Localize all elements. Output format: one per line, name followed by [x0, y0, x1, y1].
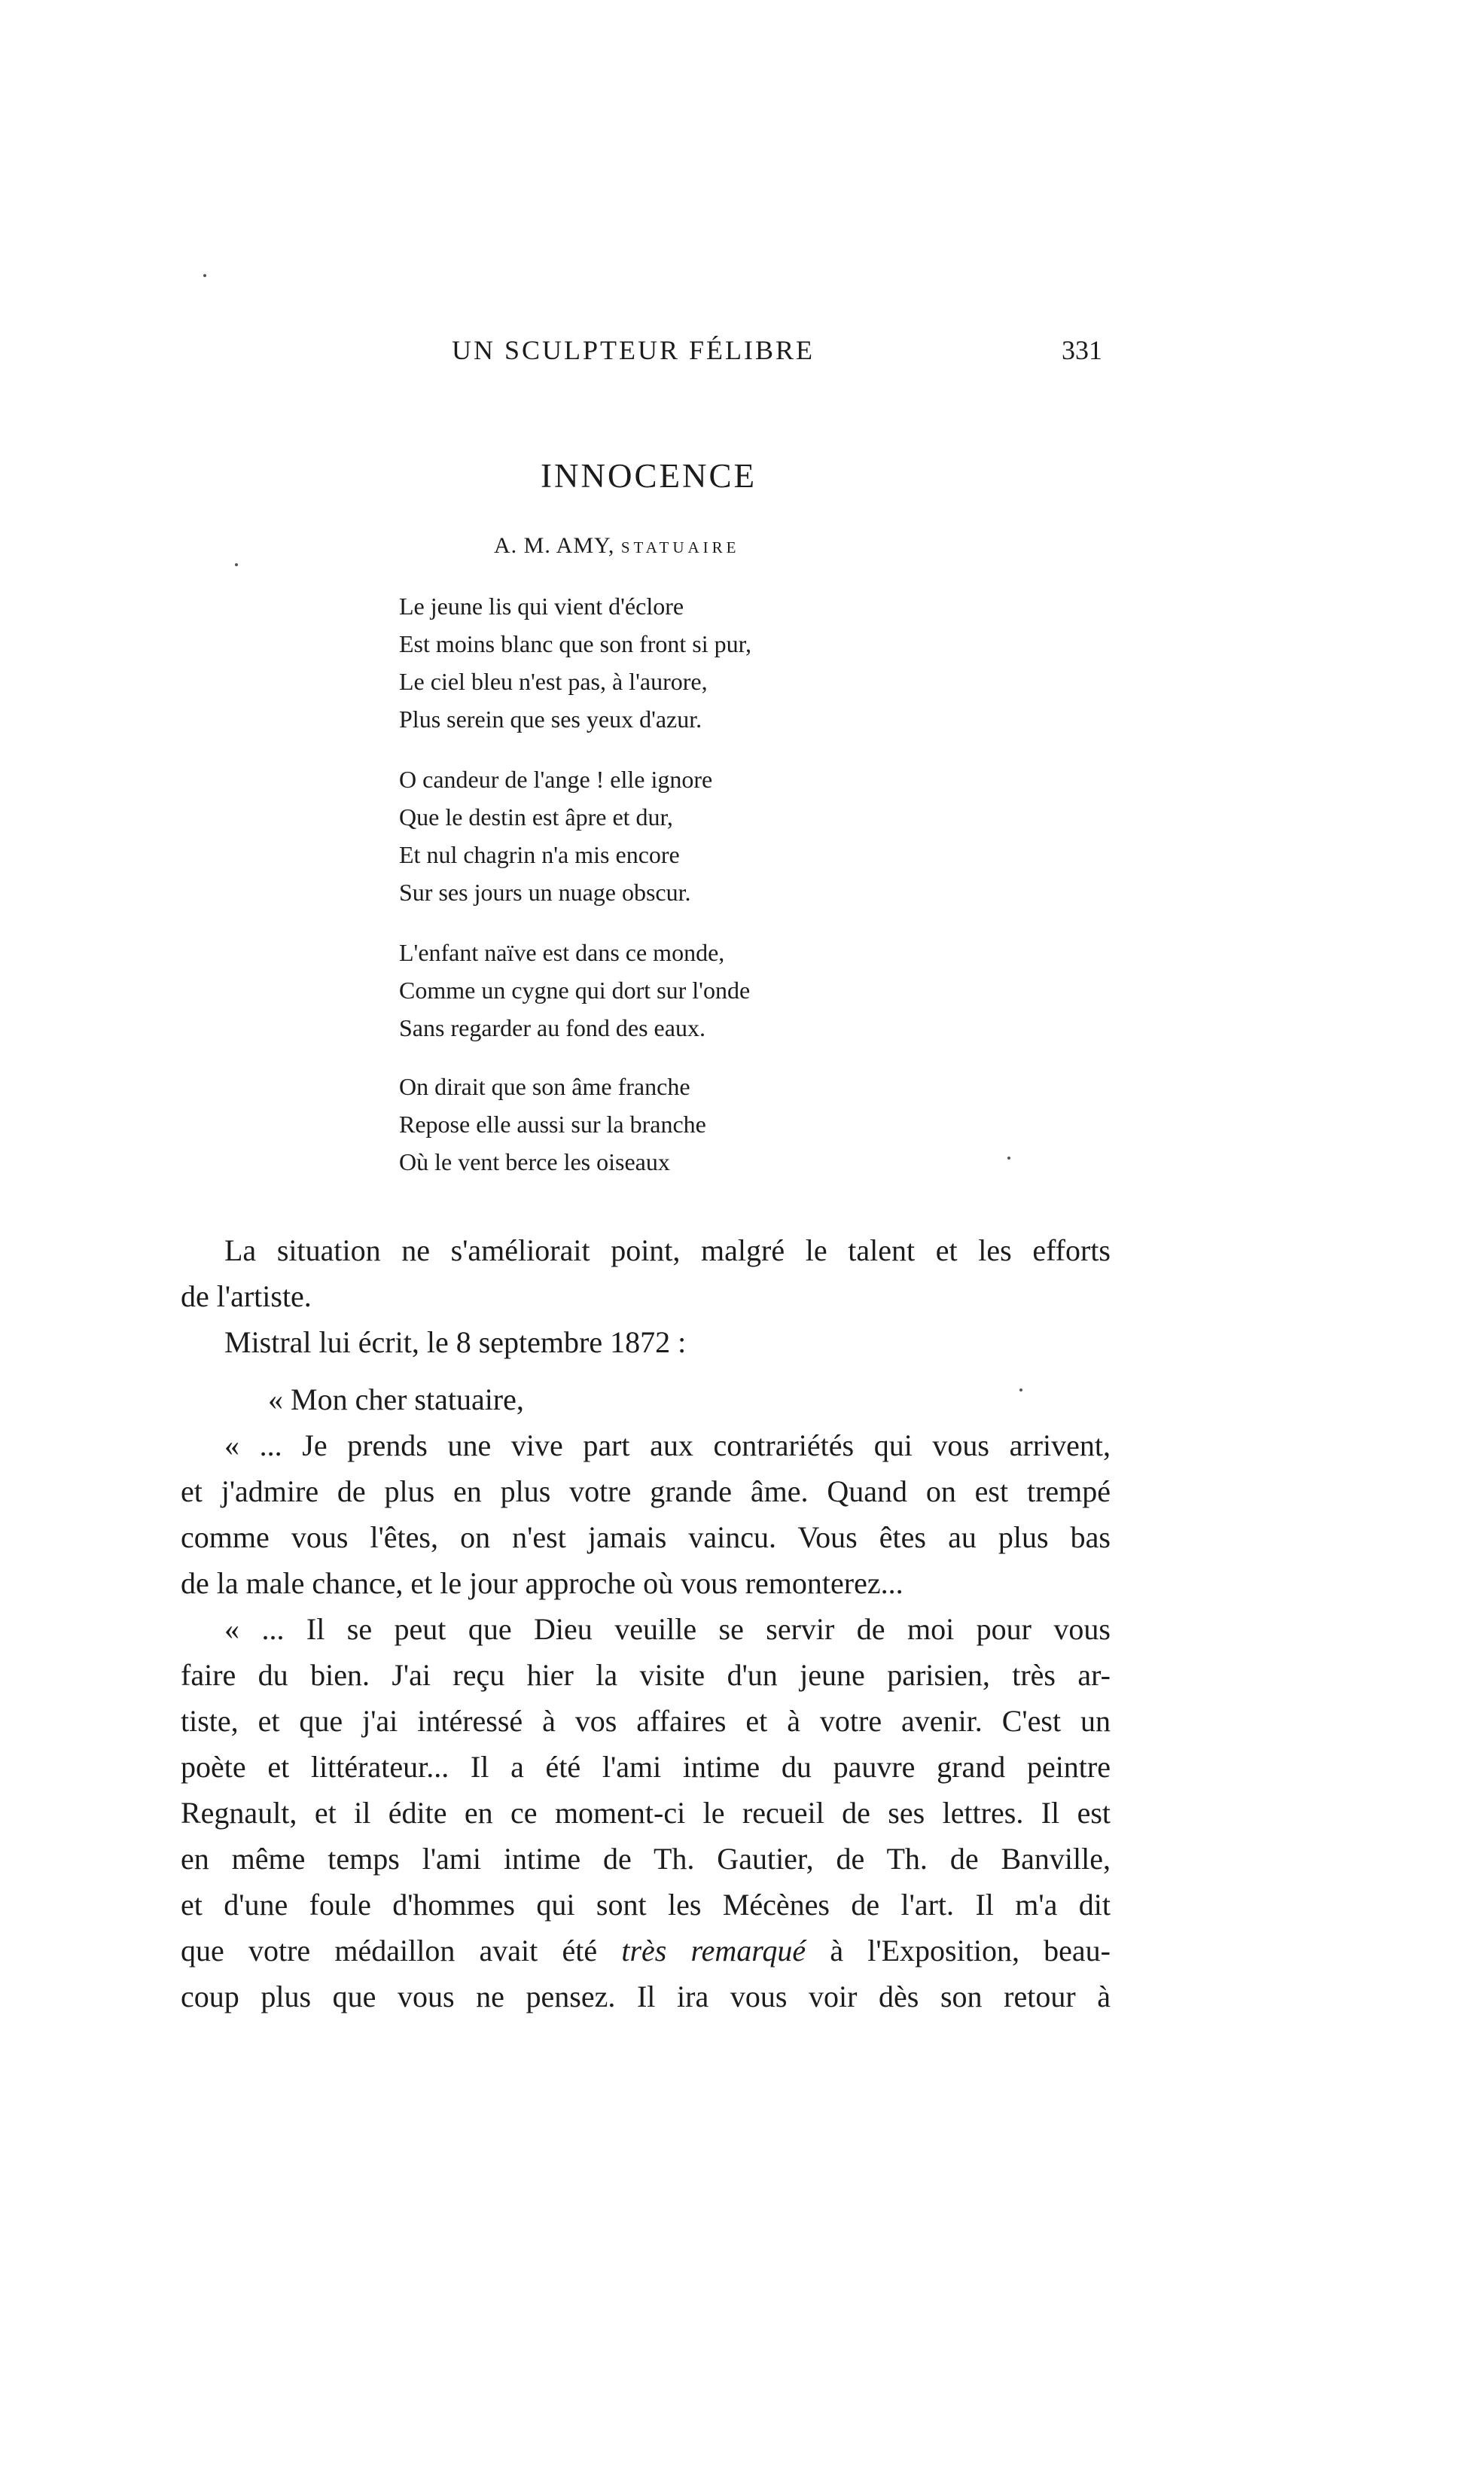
running-title: UN SCULPTEUR FÉLIBRE	[452, 335, 815, 365]
verse-line: Comme un cygne qui dort sur l'onde	[399, 977, 751, 1004]
verse-line: On dirait que son âme franche	[399, 1073, 690, 1100]
page-number: 331	[1062, 335, 1102, 365]
text-line: et d'une foule d'hommes qui sont les Mécènes de l'art. Il m'a dit	[181, 1888, 1111, 1922]
text-line: « ... Je prends une vive part aux contrariétés qui vous arrivent,	[224, 1428, 1111, 1462]
verse-line: Où le vent berce les oiseaux	[399, 1148, 670, 1175]
narrative-paragraph	[181, 1227, 1111, 1365]
text-line: « ... Il se peut que Dieu veuille se servir de moi pour vous	[224, 1612, 1111, 1646]
text-segment: à l'Exposition, beau-	[806, 1934, 1111, 1968]
text-line: tiste, et que j'ai intéressé à vos affaires et à votre avenir. C'est un	[181, 1704, 1111, 1738]
paper-speck	[1019, 1388, 1022, 1391]
paper-speck	[1007, 1157, 1010, 1160]
text-line: Mistral lui écrit, le 8 septembre 1872 :	[224, 1325, 687, 1359]
dedication-role: STATUAIRE	[620, 538, 740, 556]
text-line: faire du bien. J'ai reçu hier la visite d'un jeune parisien, très ar-	[181, 1658, 1111, 1692]
poem-title: INNOCENCE	[541, 457, 757, 495]
text-segment: que votre médaillon avait été	[181, 1934, 622, 1968]
text-line-with-italic	[181, 1928, 1111, 1974]
dedication-name: A. M. AMY,	[494, 533, 615, 558]
verse-line: Est moins blanc que son front si pur,	[399, 630, 751, 657]
poem-stanza-2	[399, 760, 712, 911]
verse-line: Le ciel bleu n'est pas, à l'aurore,	[399, 668, 708, 695]
letter-salutation: « Mon cher statuaire,	[268, 1382, 524, 1416]
verse-line: Plus serein que ses yeux d'azur.	[399, 706, 702, 733]
poem-stanza-1	[399, 587, 751, 738]
verse-line: L'enfant naïve est dans ce monde,	[399, 939, 725, 966]
verse-line: Que le destin est âpre et dur,	[399, 803, 673, 831]
text-line: en même temps l'ami intime de Th. Gautier, de Th. de Banville,	[181, 1842, 1111, 1876]
letter-quote	[181, 1376, 1111, 2019]
verse-line: Sur ses jours un nuage obscur.	[399, 879, 691, 906]
poem-dedication	[494, 533, 739, 559]
poem-stanza-4	[399, 1068, 706, 1181]
verse-line: Sans regarder au fond des eaux.	[399, 1014, 705, 1041]
text-line: poète et littérateur... Il a été l'ami intime du pauvre grand peintre	[181, 1750, 1111, 1784]
paper-speck	[203, 274, 206, 277]
paper-speck	[235, 563, 238, 566]
text-line: Regnault, et il édite en ce moment-ci le recueil de ses lettres. Il est	[181, 1796, 1111, 1830]
verse-line: O candeur de l'ange ! elle ignore	[399, 766, 713, 793]
text-line: de l'artiste.	[181, 1279, 312, 1313]
italic-phrase: très remarqué	[621, 1934, 806, 1968]
text-line: et j'admire de plus en plus votre grande âme. Quand on est trempé	[181, 1474, 1111, 1508]
poem-stanza-3	[399, 934, 750, 1047]
text-line: coup plus que vous ne pensez. Il ira vous voir dès son retour à	[181, 1980, 1111, 2013]
verse-line: Repose elle aussi sur la branche	[399, 1111, 706, 1138]
verse-line: Et nul chagrin n'a mis encore	[399, 841, 680, 868]
verse-line: Le jeune lis qui vient d'éclore	[399, 593, 684, 620]
text-line: de la male chance, et le jour approche où vous remonterez...	[181, 1566, 904, 1600]
text-line: comme vous l'êtes, on n'est jamais vaincu. Vous êtes au plus bas	[181, 1520, 1111, 1554]
text-line: La situation ne s'améliorait point, malgré le talent et les efforts	[224, 1233, 1111, 1267]
